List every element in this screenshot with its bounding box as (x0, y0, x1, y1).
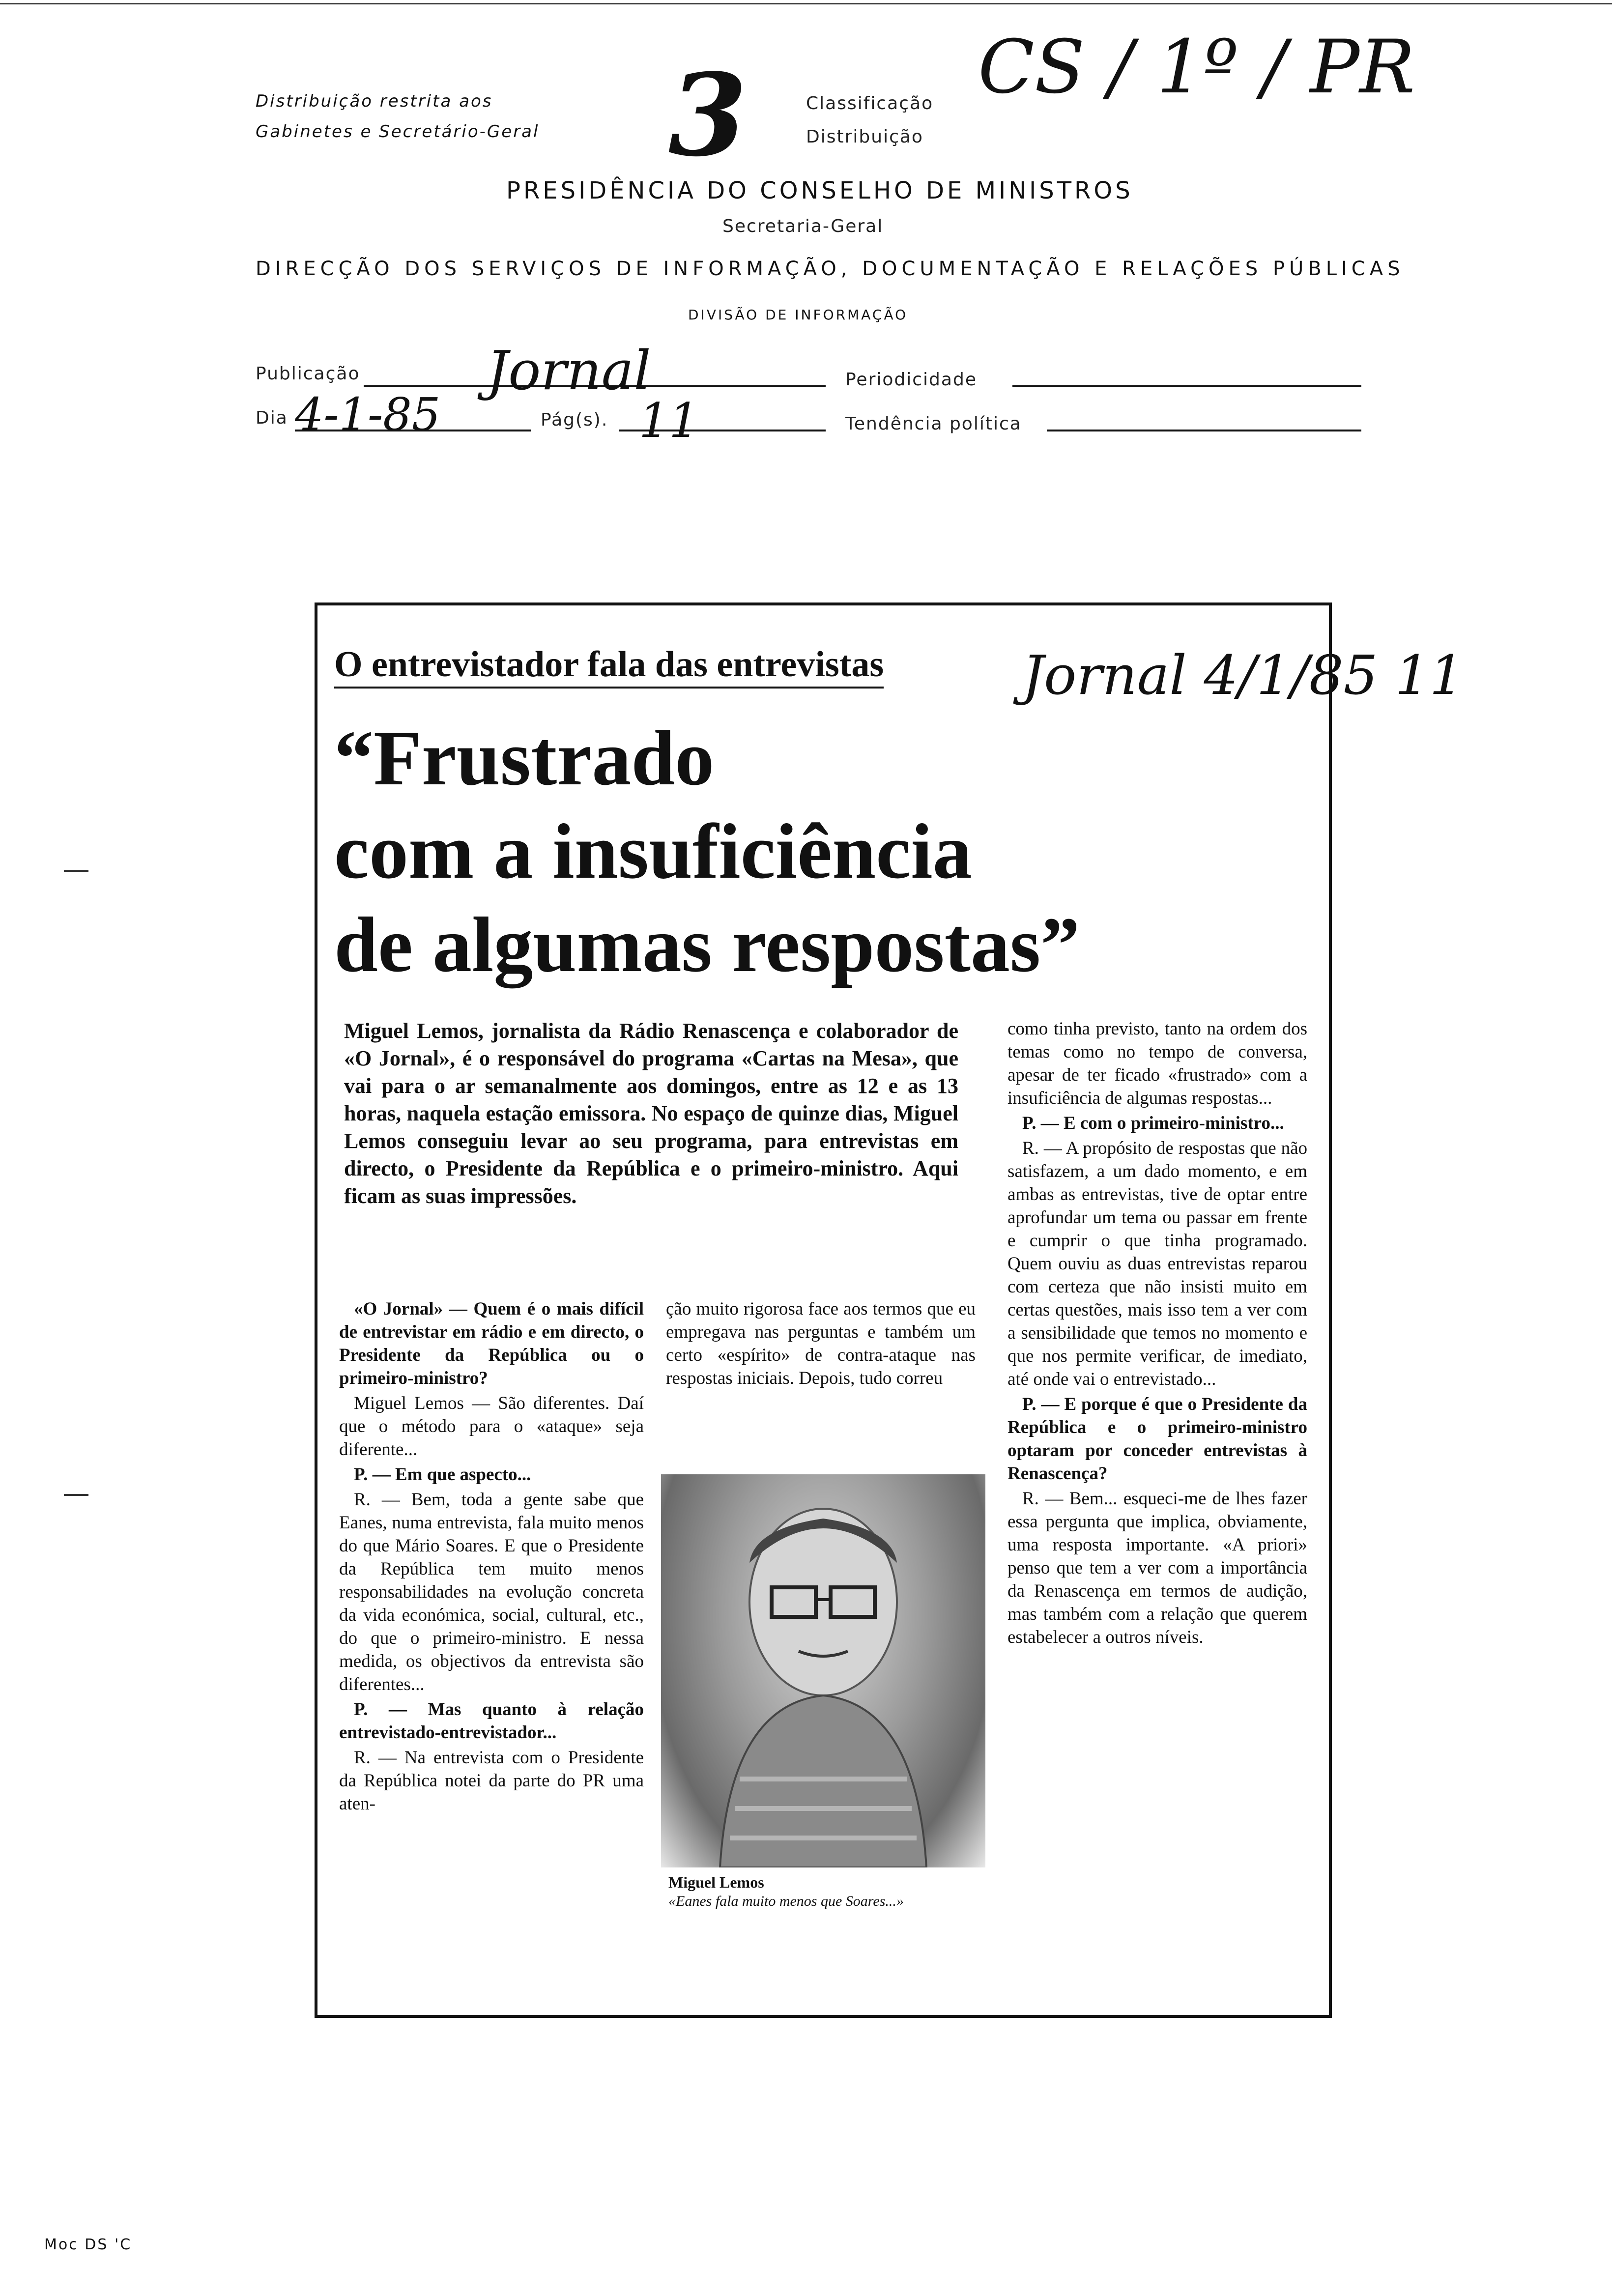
handwritten-classification-code: CS / 1º / PR (978, 25, 1415, 110)
headline-line2: com a insuficiência (334, 807, 972, 895)
secretaria-title: Secretaria-Geral (722, 216, 884, 236)
model-code: Moc DS 'C (44, 2236, 132, 2253)
col2-text: ção muito rigorosa face aos termos que eu empregava nas perguntas e também um certo «espírito» de contra-ataque nas respostas iniciais. Depois, tudo correu (666, 1299, 976, 1388)
lead-text: Miguel Lemos, jornalista da Rádio Renascença e colaborador de «O Jornal», é o responsável do programa «Cartas na Mesa», que vai para o ar semanalmente aos domingos, entre as 12 e as 13 horas, naquela estação emissora. No espaço de quinze dias, Miguel Lemos conseguiu levar ao seu programa, para entrevistas em directo, o Presidente da República e o primeiro-ministro. Aqui ficam as suas impressões. (344, 1019, 958, 1208)
col3-answer-2: R. — Bem... esqueci-me de lhes fazer essa pergunta que implica, obviamente, uma resposta importante. «A priori» penso que tem a ver com a importância da Renascença em termos de audição, mas também com a relação que querem estabelecer a outros níveis. (1008, 1489, 1307, 1647)
handwritten-note: Jornal 4/1/85 11 (1022, 644, 1464, 707)
dia-label: Dia (256, 408, 288, 428)
col1-question-1: «O Jornal» — Quem é o mais difícil de entrevistar em rádio e em directo, o Presidente da República ou o primeiro-ministro? (339, 1299, 644, 1388)
periodicidade-label: Periodicidade (845, 370, 977, 390)
portrait-illustration (661, 1474, 985, 1867)
photo-caption-quote: «Eanes fala muito menos que Soares...» (668, 1893, 904, 1909)
pags-label: Pág(s). (541, 410, 608, 430)
miguel-lemos-photo (661, 1474, 985, 1867)
headline-line1: “Frustrado (334, 714, 715, 802)
col1-answer-1: Miguel Lemos — São diferentes. Daí que o método para o «ataque» seja diferente... (339, 1393, 644, 1460)
distribution-note-line1: Distribuição restrita aos (256, 91, 493, 111)
direccao-title: DIRECÇÃO DOS SERVIÇOS DE INFORMAÇÃO, DOCUMENTAÇÃO E RELAÇÕES PÚBLICAS (256, 258, 1405, 280)
article-kicker: O entrevistador fala das entrevistas (334, 644, 884, 689)
margin-mark-2 (64, 1494, 88, 1496)
article-column-2 (666, 1297, 976, 1392)
col3-question-2: P. — E porque é que o Presidente da República e o primeiro-ministro optaram por conceder entrevistas à Renascença? (1008, 1394, 1307, 1484)
col1-question-3: P. — Mas quanto à relação entrevistado-entrevistador... (339, 1699, 644, 1743)
classification-label: Classificação (806, 93, 934, 114)
divisao-title: DIVISÃO DE INFORMAÇÃO (688, 307, 908, 323)
article-lead (344, 1017, 958, 1212)
tendencia-line (1047, 430, 1361, 431)
photo-caption-name: Miguel Lemos (668, 1873, 764, 1891)
col3-continuation: como tinha previsto, tanto na ordem dos temas como no tempo de conversa, apesar de ter ficado «frustrado» com a insuficiência de algumas respostas... (1008, 1019, 1307, 1108)
periodicidade-line (1012, 385, 1361, 387)
distribution-label: Distribuição (806, 127, 923, 147)
col1-answer-3: R. — Na entrevista com o Presidente da República notei da parte do PR uma aten- (339, 1748, 644, 1814)
col3-question-1: P. — E com o primeiro-ministro... (1022, 1113, 1284, 1133)
col1-question-2: P. — Em que aspecto... (354, 1464, 531, 1485)
publicacao-label: Publicação (256, 364, 360, 384)
col3-answer-1: R. — A propósito de respostas que não satisfazem, a um dado momento, e em ambas as entrevistas, tive de optar entre aprofundar um tema ou passar em frente e cumprir o que tinha programado. Quem ouviu as duas entrevistas reparou com certeza que não insisti muito em certas questões, mais isso tem a ver com a sensibilidade que temos no momento e que nos permite verificar, de imediato, até onde vai o entrevistado... (1008, 1138, 1307, 1389)
top-rule (0, 3, 1612, 4)
article-column-1 (339, 1297, 644, 1817)
publicacao-value: Jornal (487, 339, 651, 402)
article-column-3 (1008, 1017, 1307, 1651)
margin-mark-1 (64, 870, 88, 872)
col1-answer-2: R. — Bem, toda a gente sabe que Eanes, numa entrevista, fala muito menos do que Mário Soares. E que o Presidente da República tem muito menos responsabilidades na evolução concreta da vida económica, social, cultural, etc., do que o primeiro-ministro. E nessa medida, os objectivos da entrevista são diferentes... (339, 1490, 644, 1694)
pags-value: 11 (639, 393, 699, 448)
distribution-note-line2: Gabinetes e Secretário-Geral (256, 122, 540, 142)
dia-value: 4-1-85 (295, 388, 441, 441)
tendencia-label: Tendência política (845, 414, 1022, 434)
handwritten-number: 3 (668, 49, 748, 182)
headline-line3: de algumas respostas” (334, 901, 1080, 988)
institution-title: PRESIDÊNCIA DO CONSELHO DE MINISTROS (506, 177, 1133, 204)
